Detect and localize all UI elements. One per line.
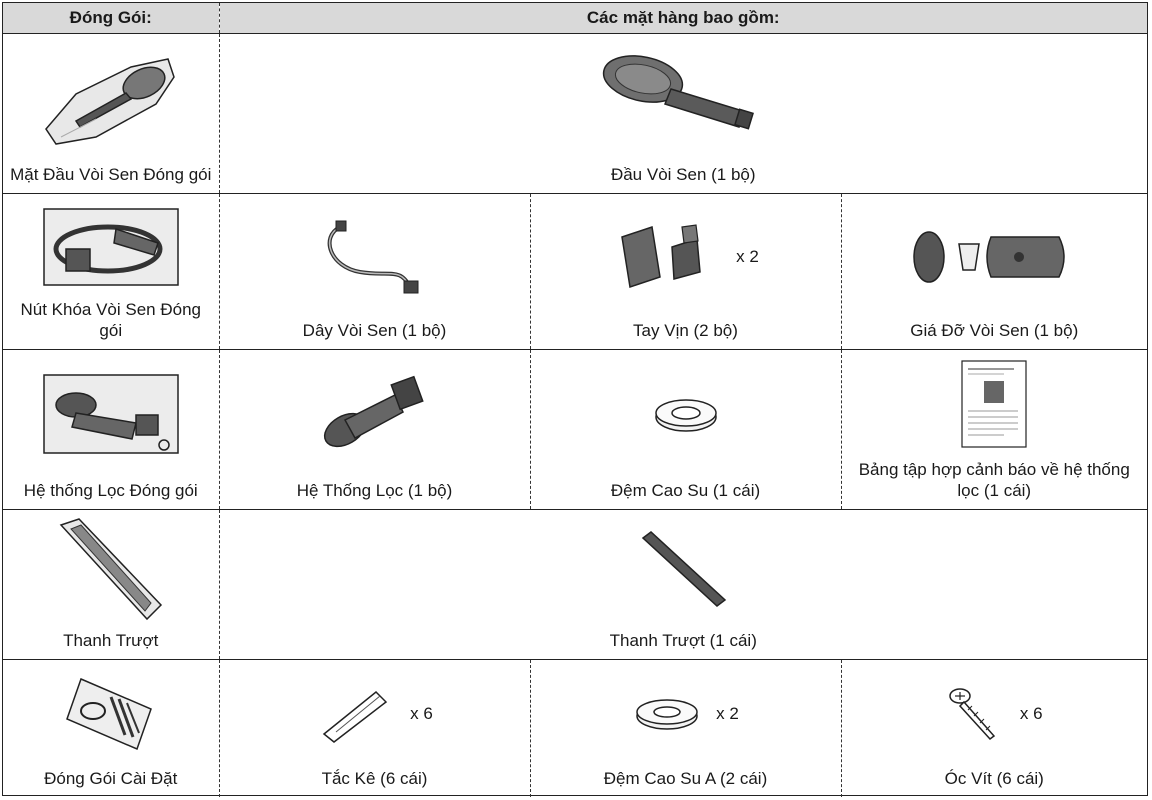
item-cell xyxy=(219,350,530,510)
slide-bar-icon xyxy=(633,530,733,610)
table-row xyxy=(3,194,1147,350)
pack-label: Thanh Trượt xyxy=(63,631,159,650)
table-row xyxy=(3,660,1147,797)
included-items-column-header: Các mặt hàng bao gồm: xyxy=(219,3,1147,34)
item-label: Tay Vịn (2 bộ) xyxy=(633,321,738,340)
item-label: Dây Vòi Sen (1 bộ) xyxy=(302,321,447,340)
quantity-label: x 6 xyxy=(1019,703,1043,723)
slide-bar-pack-icon xyxy=(51,515,171,625)
item-label: Đệm Cao Su A (2 cái) xyxy=(603,768,768,788)
table-header-row xyxy=(3,3,1147,34)
pack-label: Hệ thống Lọc Đóng gói xyxy=(23,481,198,500)
shower-hose-icon xyxy=(320,217,430,297)
wall-anchor-icon xyxy=(316,684,396,744)
item-cell xyxy=(530,660,841,797)
pack-label: Nút Khóa Vòi Sen Đóng gói xyxy=(20,300,201,340)
pack-cell xyxy=(3,660,219,797)
parts-table xyxy=(3,3,1147,797)
installation-pack-icon xyxy=(61,669,161,759)
rubber-washer-a-icon xyxy=(632,694,702,734)
item-label: Đầu Vòi Sen (1 bộ) xyxy=(610,165,756,184)
grab-holder-icon xyxy=(612,217,722,297)
pack-label: Mặt Đầu Vòi Sen Đóng gói xyxy=(10,165,212,184)
item-label: Đệm Cao Su (1 cái) xyxy=(610,481,761,500)
item-cell xyxy=(219,510,1147,660)
screw-icon xyxy=(946,684,1006,744)
item-cell xyxy=(219,194,530,350)
item-label: Tắc Kê (6 cái) xyxy=(321,768,428,788)
item-cell xyxy=(841,660,1147,797)
warning-sheet-icon xyxy=(954,357,1034,452)
table-row xyxy=(3,34,1147,194)
rubber-washer-icon xyxy=(651,395,721,435)
packaging-column-header: Đóng Gói: xyxy=(3,3,219,34)
table-row xyxy=(3,510,1147,660)
filter-system-icon xyxy=(315,370,435,460)
item-label: Óc Vít (6 cái) xyxy=(944,768,1044,788)
item-label: Giá Đỡ Vòi Sen (1 bộ) xyxy=(910,321,1079,340)
item-cell xyxy=(530,350,841,510)
item-cell xyxy=(219,660,530,797)
item-cell xyxy=(530,194,841,350)
hose-pack-icon xyxy=(36,199,186,295)
filter-pack-icon xyxy=(36,365,186,465)
shower-head-pack-icon xyxy=(36,49,186,149)
shower-head-icon xyxy=(593,49,773,149)
item-cell xyxy=(841,350,1147,510)
item-label: Bảng tập hợp cảnh báo về hệ thống lọc (1 cái) xyxy=(858,460,1130,500)
item-cell xyxy=(841,194,1147,350)
item-label: Thanh Trượt (1 cái) xyxy=(609,631,757,650)
pack-cell xyxy=(3,34,219,194)
pack-cell xyxy=(3,350,219,510)
item-cell xyxy=(219,34,1147,194)
pack-label: Đóng Gói Cài Đặt xyxy=(44,768,178,788)
pack-cell xyxy=(3,194,219,350)
parts-list-sheet xyxy=(2,2,1148,796)
quantity-label: x 6 xyxy=(410,703,433,723)
quantity-label: x 2 xyxy=(716,703,739,723)
table-row xyxy=(3,350,1147,510)
shower-bracket-icon xyxy=(909,222,1079,292)
quantity-label: x 2 xyxy=(736,247,759,266)
pack-cell xyxy=(3,510,219,660)
item-label: Hệ Thống Lọc (1 bộ) xyxy=(296,481,453,500)
